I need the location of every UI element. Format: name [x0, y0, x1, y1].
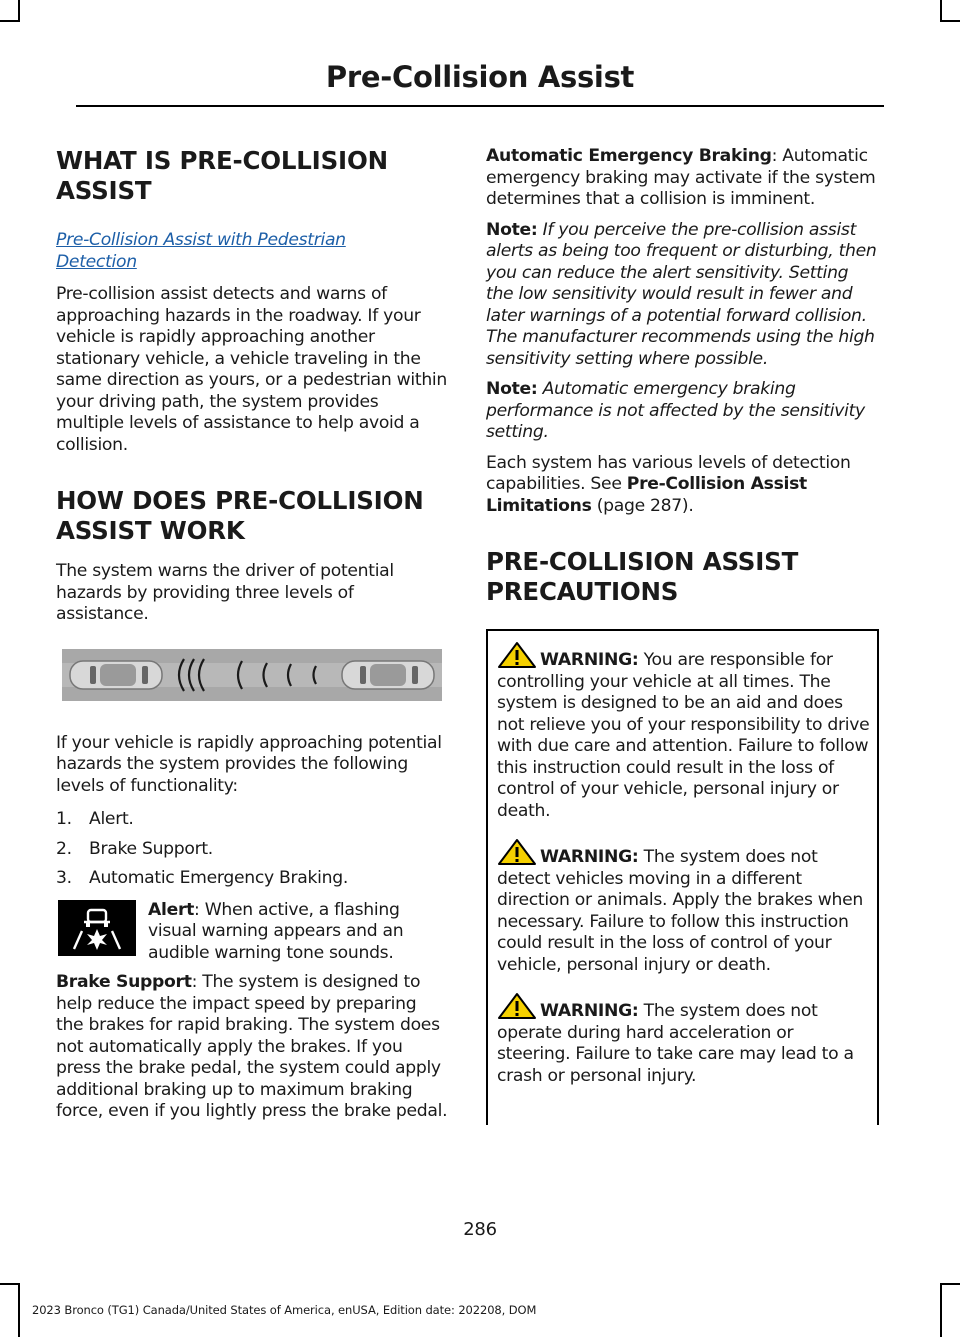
- warns-paragraph: The system warns the driver of potential hazards by providing three levels of assistance.: [56, 561, 394, 624]
- header-rule: [76, 105, 884, 107]
- crop-mark: [18, 1283, 20, 1337]
- warnings-box: [486, 629, 879, 1125]
- crop-mark: [940, 1283, 942, 1337]
- section-heading-precautions: PRE-COLLISION ASSIST PRECAUTIONS: [486, 547, 799, 606]
- section-heading-what-is: WHAT IS PRE-COLLISION ASSIST: [56, 146, 388, 205]
- warning-item: WARNING: The system does not detect vehicles moving in a different direction or animals. Apply the brakes when necessary. Failure to follow this instruction could result in the loss of control of your vehicle, personal injury or death.: [497, 838, 871, 976]
- warning-item: WARNING: The system does not operate during hard acceleration or steering. Failure to take care may lead to a crash or personal injury.: [497, 992, 871, 1087]
- pre-collision-alert-icon: [58, 900, 136, 956]
- section-heading-how-does: HOW DOES PRE-COLLISION ASSIST WORK: [56, 486, 424, 545]
- crop-mark: [0, 1283, 20, 1285]
- car-diagram-svg: [62, 649, 442, 701]
- intro-paragraph: Pre-collision assist detects and warns of approaching hazards in the roadway. If your vehicle is rapidly approaching another stationary vehicle, a vehicle traveling in the same direction as yours, or a pedestrian within your driving path, the system provides multiple levels of assistance to help avoid a collision.: [56, 284, 447, 455]
- detection-paragraph: Each system has various levels of detection capabilities. See Pre-Collision Assist Limitations (page 287).: [486, 452, 851, 516]
- rear-car-icon: [70, 661, 162, 689]
- note-sensitivity: Note: If you perceive the pre-collision assist alerts as being too frequent or disturbing, then you can reduce the alert sensitivity. Setting the low sensitivity would result in fewer and later warnings of a potential forward collision. The manufacturer recommends using the high sensitivity setting where possible.: [486, 219, 877, 369]
- front-car-icon: [342, 661, 434, 689]
- brake-support-paragraph: Brake Support: The system is designed to help reduce the impact speed by preparing the brakes for rapid braking. The system does not automatically apply the brakes. If you press the brake pedal, the system could apply additional braking up to maximum braking force, even if you lightly press the brake pedal.: [56, 972, 448, 1121]
- list-item: 3. Automatic Emergency Braking.: [56, 868, 348, 888]
- page-title: Pre-Collision Assist: [325, 60, 635, 94]
- levels-intro-paragraph: If your vehicle is rapidly approaching potential hazards the system provides the following levels of functionality:: [56, 732, 442, 796]
- warning-triangle-icon: [497, 838, 537, 866]
- footer-edition: 2023 Bronco (TG1) Canada/United States of America, enUSA, Edition date: 202208, DOM: [32, 1303, 537, 1317]
- aeb-paragraph: Automatic Emergency Braking: Automatic emergency braking may activate if the system determines that a collision is imminent.: [486, 146, 876, 209]
- left-column: [56, 144, 448, 1123]
- signal-waves-icon: [179, 659, 316, 691]
- crop-mark: [0, 20, 20, 22]
- pedestrian-detection-link[interactable]: Pre-Collision Assist with Pedestrian Detection: [56, 230, 346, 272]
- limitations-reference: Pre-Collision Assist Limitations: [486, 474, 807, 516]
- alert-description: Alert: When active, a flashing visual warning appears and an audible warning tone sounds.: [56, 900, 448, 965]
- crop-mark: [18, 0, 20, 20]
- crop-mark: [940, 20, 960, 22]
- list-item: 2. Brake Support.: [56, 838, 213, 859]
- right-column: [486, 146, 879, 1125]
- warning-item: WARNING: You are responsible for controlling your vehicle at all times. The system is designed to be an aid and does not relieve you of your responsibility to drive with due care and attention. Failure to follow this instruction could result in the loss of control of your vehicle, personal injury or death.: [497, 641, 871, 822]
- crop-mark: [940, 0, 942, 20]
- warning-triangle-icon: [497, 992, 537, 1020]
- warning-triangle-icon: [497, 641, 537, 669]
- page-number: 286: [463, 1219, 497, 1240]
- list-item: 1. Alert.: [56, 809, 134, 829]
- crop-mark: [940, 1283, 960, 1285]
- levels-list: [56, 809, 448, 890]
- assistance-levels-diagram: [62, 649, 442, 701]
- note-performance: Note: Automatic emergency braking performance is not affected by the sensitivity setting.: [486, 379, 865, 442]
